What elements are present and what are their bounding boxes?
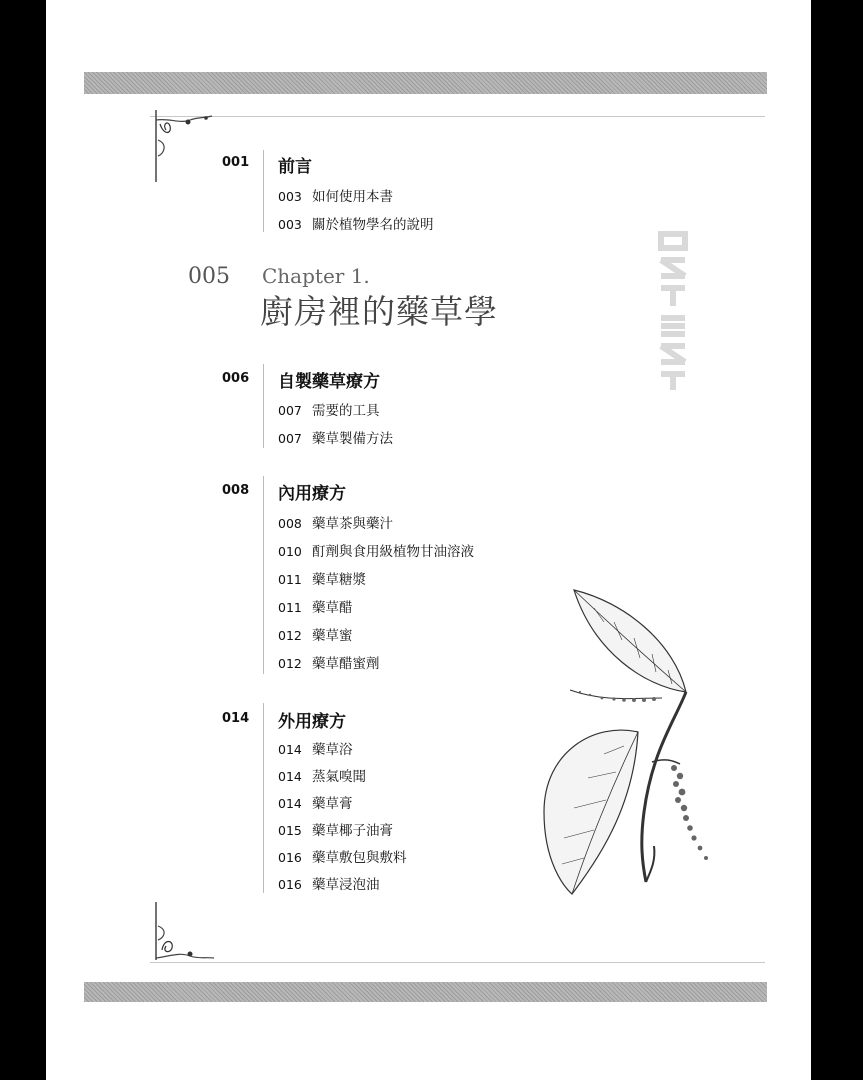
item-label: 藥草製備方法 (312, 431, 393, 447)
item-page: 014 (278, 742, 302, 757)
item-page: 011 (278, 600, 302, 615)
bottom-rule (150, 962, 765, 963)
section-divider-line (263, 476, 264, 674)
chapter-title: 廚房裡的藥草學 (260, 292, 498, 331)
chapter-label: Chapter 1. (262, 264, 370, 288)
item-page: 007 (278, 431, 302, 446)
list-item (278, 213, 434, 233)
item-page: 016 (278, 850, 302, 865)
item-page: 012 (278, 656, 302, 671)
intro-title: 前言 (278, 157, 312, 177)
item-label: 需要的工具 (312, 403, 380, 419)
item-label: 蒸氣嗅聞 (312, 769, 366, 785)
contents-vertical-watermark (655, 230, 689, 390)
section-title: 外用療方 (278, 712, 346, 732)
item-label: 如何使用本書 (312, 189, 393, 205)
item-page: 003 (278, 189, 302, 204)
item-page: 011 (278, 572, 302, 587)
list-item (278, 738, 353, 758)
list-item (278, 185, 393, 205)
item-page: 015 (278, 823, 302, 838)
chapter-page-number: 005 (188, 264, 230, 289)
item-label: 藥草敷包與敷料 (312, 850, 407, 866)
item-label: 藥草浴 (312, 742, 353, 758)
section-divider-line (263, 364, 264, 448)
list-item (278, 596, 353, 616)
item-page: 016 (278, 877, 302, 892)
item-label: 藥草糖漿 (312, 572, 366, 588)
item-label: 藥草椰子油膏 (312, 823, 393, 839)
section-title: 內用療方 (278, 484, 346, 504)
item-label: 酊劑與食用級植物甘油溶液 (312, 544, 474, 560)
item-label: 藥草浸泡油 (312, 877, 380, 893)
item-page: 012 (278, 628, 302, 643)
bottom-pattern-band (84, 982, 767, 1002)
item-page: 014 (278, 769, 302, 784)
list-item (278, 765, 366, 785)
intro-page-number: 001 (222, 155, 250, 170)
item-label: 藥草膏 (312, 796, 353, 812)
section-title: 自製藥草療方 (278, 372, 380, 392)
list-item (278, 873, 380, 893)
top-corner-ornament-icon (150, 110, 220, 185)
list-item (278, 512, 393, 532)
list-item (278, 568, 366, 588)
item-page: 007 (278, 403, 302, 418)
list-item (278, 846, 407, 866)
section-page-number: 014 (222, 711, 250, 726)
list-item (278, 427, 393, 447)
item-page: 003 (278, 217, 302, 232)
intro-divider-line (263, 150, 264, 232)
list-item (278, 792, 353, 812)
section-page-number: 008 (222, 483, 250, 498)
bottom-corner-ornament-icon (150, 902, 220, 964)
pepper-plant-illustration-icon (534, 582, 734, 902)
item-page: 010 (278, 544, 302, 559)
item-page: 014 (278, 796, 302, 811)
item-page: 008 (278, 516, 302, 531)
top-pattern-band (84, 72, 767, 94)
item-label: 藥草醋 (312, 600, 353, 616)
list-item (278, 540, 474, 560)
top-rule (150, 116, 765, 117)
section-page-number: 006 (222, 371, 250, 386)
item-label: 藥草醋蜜劑 (312, 656, 380, 672)
section-divider-line (263, 703, 264, 893)
item-label: 藥草蜜 (312, 628, 353, 644)
item-label: 藥草茶與藥汁 (312, 516, 393, 532)
list-item (278, 819, 393, 839)
list-item (278, 399, 380, 419)
item-label: 關於植物學名的說明 (312, 217, 434, 233)
list-item (278, 624, 353, 644)
list-item (278, 652, 380, 672)
